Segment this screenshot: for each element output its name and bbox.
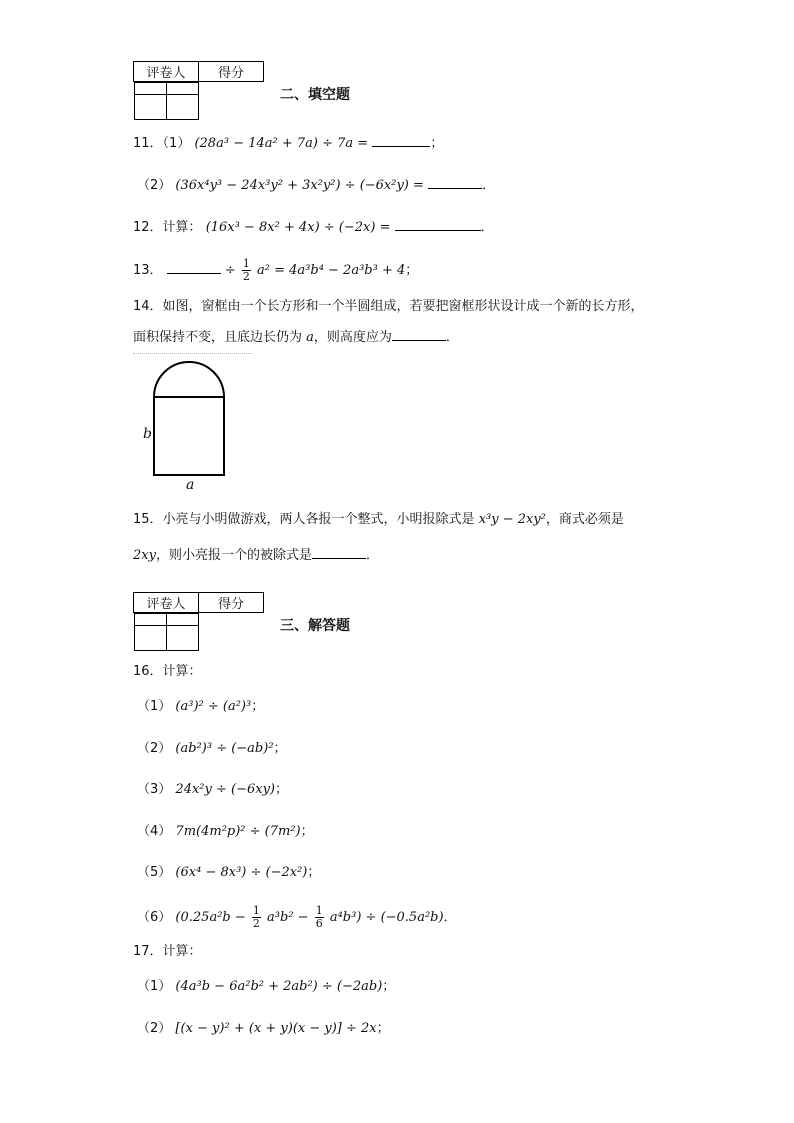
semicircle-shape bbox=[154, 362, 224, 397]
q11-p2-label: （2） bbox=[137, 178, 172, 193]
grader-cell bbox=[134, 614, 166, 651]
q11-p2-end: ． bbox=[482, 178, 496, 193]
item-end: ； bbox=[300, 824, 314, 839]
fraction-denominator: 2 bbox=[242, 270, 250, 283]
q15-text2: ，则小亮报一个的被除式是 bbox=[155, 548, 312, 563]
fraction-numerator: 1 bbox=[252, 904, 260, 917]
q17-item bbox=[137, 977, 395, 997]
fraction-numerator: 1 bbox=[242, 257, 250, 270]
grader-header: 评卷人 bbox=[134, 593, 199, 613]
question-16-label: 16．计算： bbox=[133, 664, 202, 679]
fraction-denominator: 2 bbox=[252, 917, 260, 930]
item-label: （1） bbox=[137, 699, 172, 714]
item-label: （2） bbox=[137, 1021, 172, 1036]
fraction-numerator: 1 bbox=[315, 904, 323, 917]
section-title-fill-blank: 二、填空题 bbox=[280, 87, 350, 103]
item-expr-c: a⁴b³) ÷ (−0.5a²b) bbox=[329, 910, 444, 925]
q15-text1a: 15．小亮与小明做游戏，两人各报一个整式，小明报除式是 bbox=[133, 512, 479, 527]
score-cell bbox=[166, 614, 198, 651]
divider bbox=[133, 353, 253, 354]
answer-blank[interactable] bbox=[428, 176, 482, 189]
q12-label: 12．计算： bbox=[133, 220, 202, 235]
q16-item bbox=[137, 822, 314, 842]
q13-end: ； bbox=[405, 263, 419, 278]
label-a: a bbox=[186, 477, 195, 493]
q16-item bbox=[137, 739, 287, 759]
item-expr-a: (0.25a²b − bbox=[175, 910, 246, 925]
item-end: ． bbox=[443, 910, 457, 925]
q15-divisor: x³y − 2xy² bbox=[478, 512, 546, 527]
item-expr: (6x⁴ − 8x³) ÷ (−2x²) bbox=[175, 865, 308, 880]
score-cell bbox=[166, 83, 198, 120]
q15-end: ． bbox=[365, 548, 379, 563]
q17-item bbox=[137, 1019, 390, 1039]
question-15-line1 bbox=[133, 510, 624, 530]
item-end: ； bbox=[251, 699, 265, 714]
item-expr: (a³)² ÷ (a²)³ bbox=[175, 699, 252, 714]
answer-blank[interactable] bbox=[312, 546, 366, 559]
window-figure bbox=[138, 358, 238, 488]
item-expr: (4a³b − 6a²b² + 2ab²) ÷ (−2ab) bbox=[175, 979, 383, 994]
q12-end: ． bbox=[480, 220, 494, 235]
item-expr: [(x − y)² + (x + y)(x − y)] ÷ 2x bbox=[175, 1021, 377, 1036]
fraction bbox=[315, 905, 324, 930]
score-header: 得分 bbox=[199, 593, 264, 613]
fraction bbox=[242, 258, 251, 283]
q16-item bbox=[137, 905, 457, 930]
item-expr-b: a³b² − bbox=[267, 910, 309, 925]
fraction-denominator: 6 bbox=[315, 917, 323, 930]
item-end: ； bbox=[382, 979, 396, 994]
item-label: （5） bbox=[137, 865, 172, 880]
q16-item bbox=[137, 697, 264, 717]
item-expr: 7m(4m²p)² ÷ (7m²) bbox=[175, 824, 301, 839]
answer-blank[interactable] bbox=[395, 218, 481, 231]
q15-text1b: ，商式必须是 bbox=[545, 512, 624, 527]
fraction bbox=[252, 905, 261, 930]
answer-blank[interactable] bbox=[372, 134, 430, 147]
item-expr: (ab²)³ ÷ (−ab)² bbox=[175, 741, 274, 756]
score-table bbox=[133, 61, 264, 99]
q13-label: 13． bbox=[133, 263, 163, 278]
item-end: ； bbox=[376, 1021, 390, 1036]
q16-item bbox=[137, 780, 288, 800]
grader-cell bbox=[134, 83, 166, 120]
question-11-part1 bbox=[133, 134, 443, 154]
label-b: b bbox=[143, 426, 152, 442]
question-14-line2 bbox=[133, 328, 459, 348]
q13-expr: a² = 4a³b⁴ − 2a³b³ + 4 bbox=[257, 263, 406, 278]
rectangle-shape bbox=[154, 397, 224, 475]
q11-label: 11． bbox=[133, 136, 163, 151]
item-expr: 24x²y ÷ (−6xy) bbox=[175, 782, 275, 797]
question-12 bbox=[133, 218, 494, 238]
question-13 bbox=[133, 258, 418, 283]
score-table bbox=[133, 592, 264, 630]
q14-end: ． bbox=[445, 330, 459, 345]
q12-expr: (16x³ − 8x² + 4x) ÷ (−2x) = bbox=[205, 220, 391, 235]
item-end: ； bbox=[273, 741, 287, 756]
item-label: （4） bbox=[137, 824, 172, 839]
question-15-line2 bbox=[133, 546, 379, 566]
q16-item bbox=[137, 863, 320, 883]
score-header: 得分 bbox=[199, 62, 264, 82]
item-label: （6） bbox=[137, 910, 172, 925]
item-end: ； bbox=[275, 782, 289, 797]
item-label: （1） bbox=[137, 979, 172, 994]
question-11-part2 bbox=[137, 176, 495, 196]
question-14-line1: 14．如图，窗框由一个长方形和一个半圆组成，若要把窗框形状设计成一个新的长方形， bbox=[133, 299, 644, 314]
q13-divide: ÷ bbox=[224, 263, 236, 278]
item-end: ； bbox=[307, 865, 321, 880]
q11-p1-end: ； bbox=[430, 136, 444, 151]
q11-p1-label: （1） bbox=[162, 136, 191, 151]
grader-header: 评卷人 bbox=[134, 62, 199, 82]
q11-p1-expr: (28a³ − 14a² + 7a) ÷ 7a = bbox=[194, 136, 369, 151]
answer-blank[interactable] bbox=[392, 328, 446, 341]
item-label: （3） bbox=[137, 782, 172, 797]
q15-quotient: 2xy bbox=[133, 548, 156, 563]
section-title-answer: 三、解答题 bbox=[280, 618, 350, 634]
q14-text2b: ，则高度应为 bbox=[313, 330, 392, 345]
question-17-label: 17．计算： bbox=[133, 944, 202, 959]
q14-var-a: a bbox=[306, 330, 314, 345]
answer-blank[interactable] bbox=[167, 261, 221, 274]
q14-text2a: 面积保持不变，且底边长仍为 bbox=[133, 330, 307, 345]
q11-p2-expr: (36x⁴y³ − 24x³y² + 3x²y²) ÷ (−6x²y) = bbox=[175, 178, 424, 193]
item-label: （2） bbox=[137, 741, 172, 756]
